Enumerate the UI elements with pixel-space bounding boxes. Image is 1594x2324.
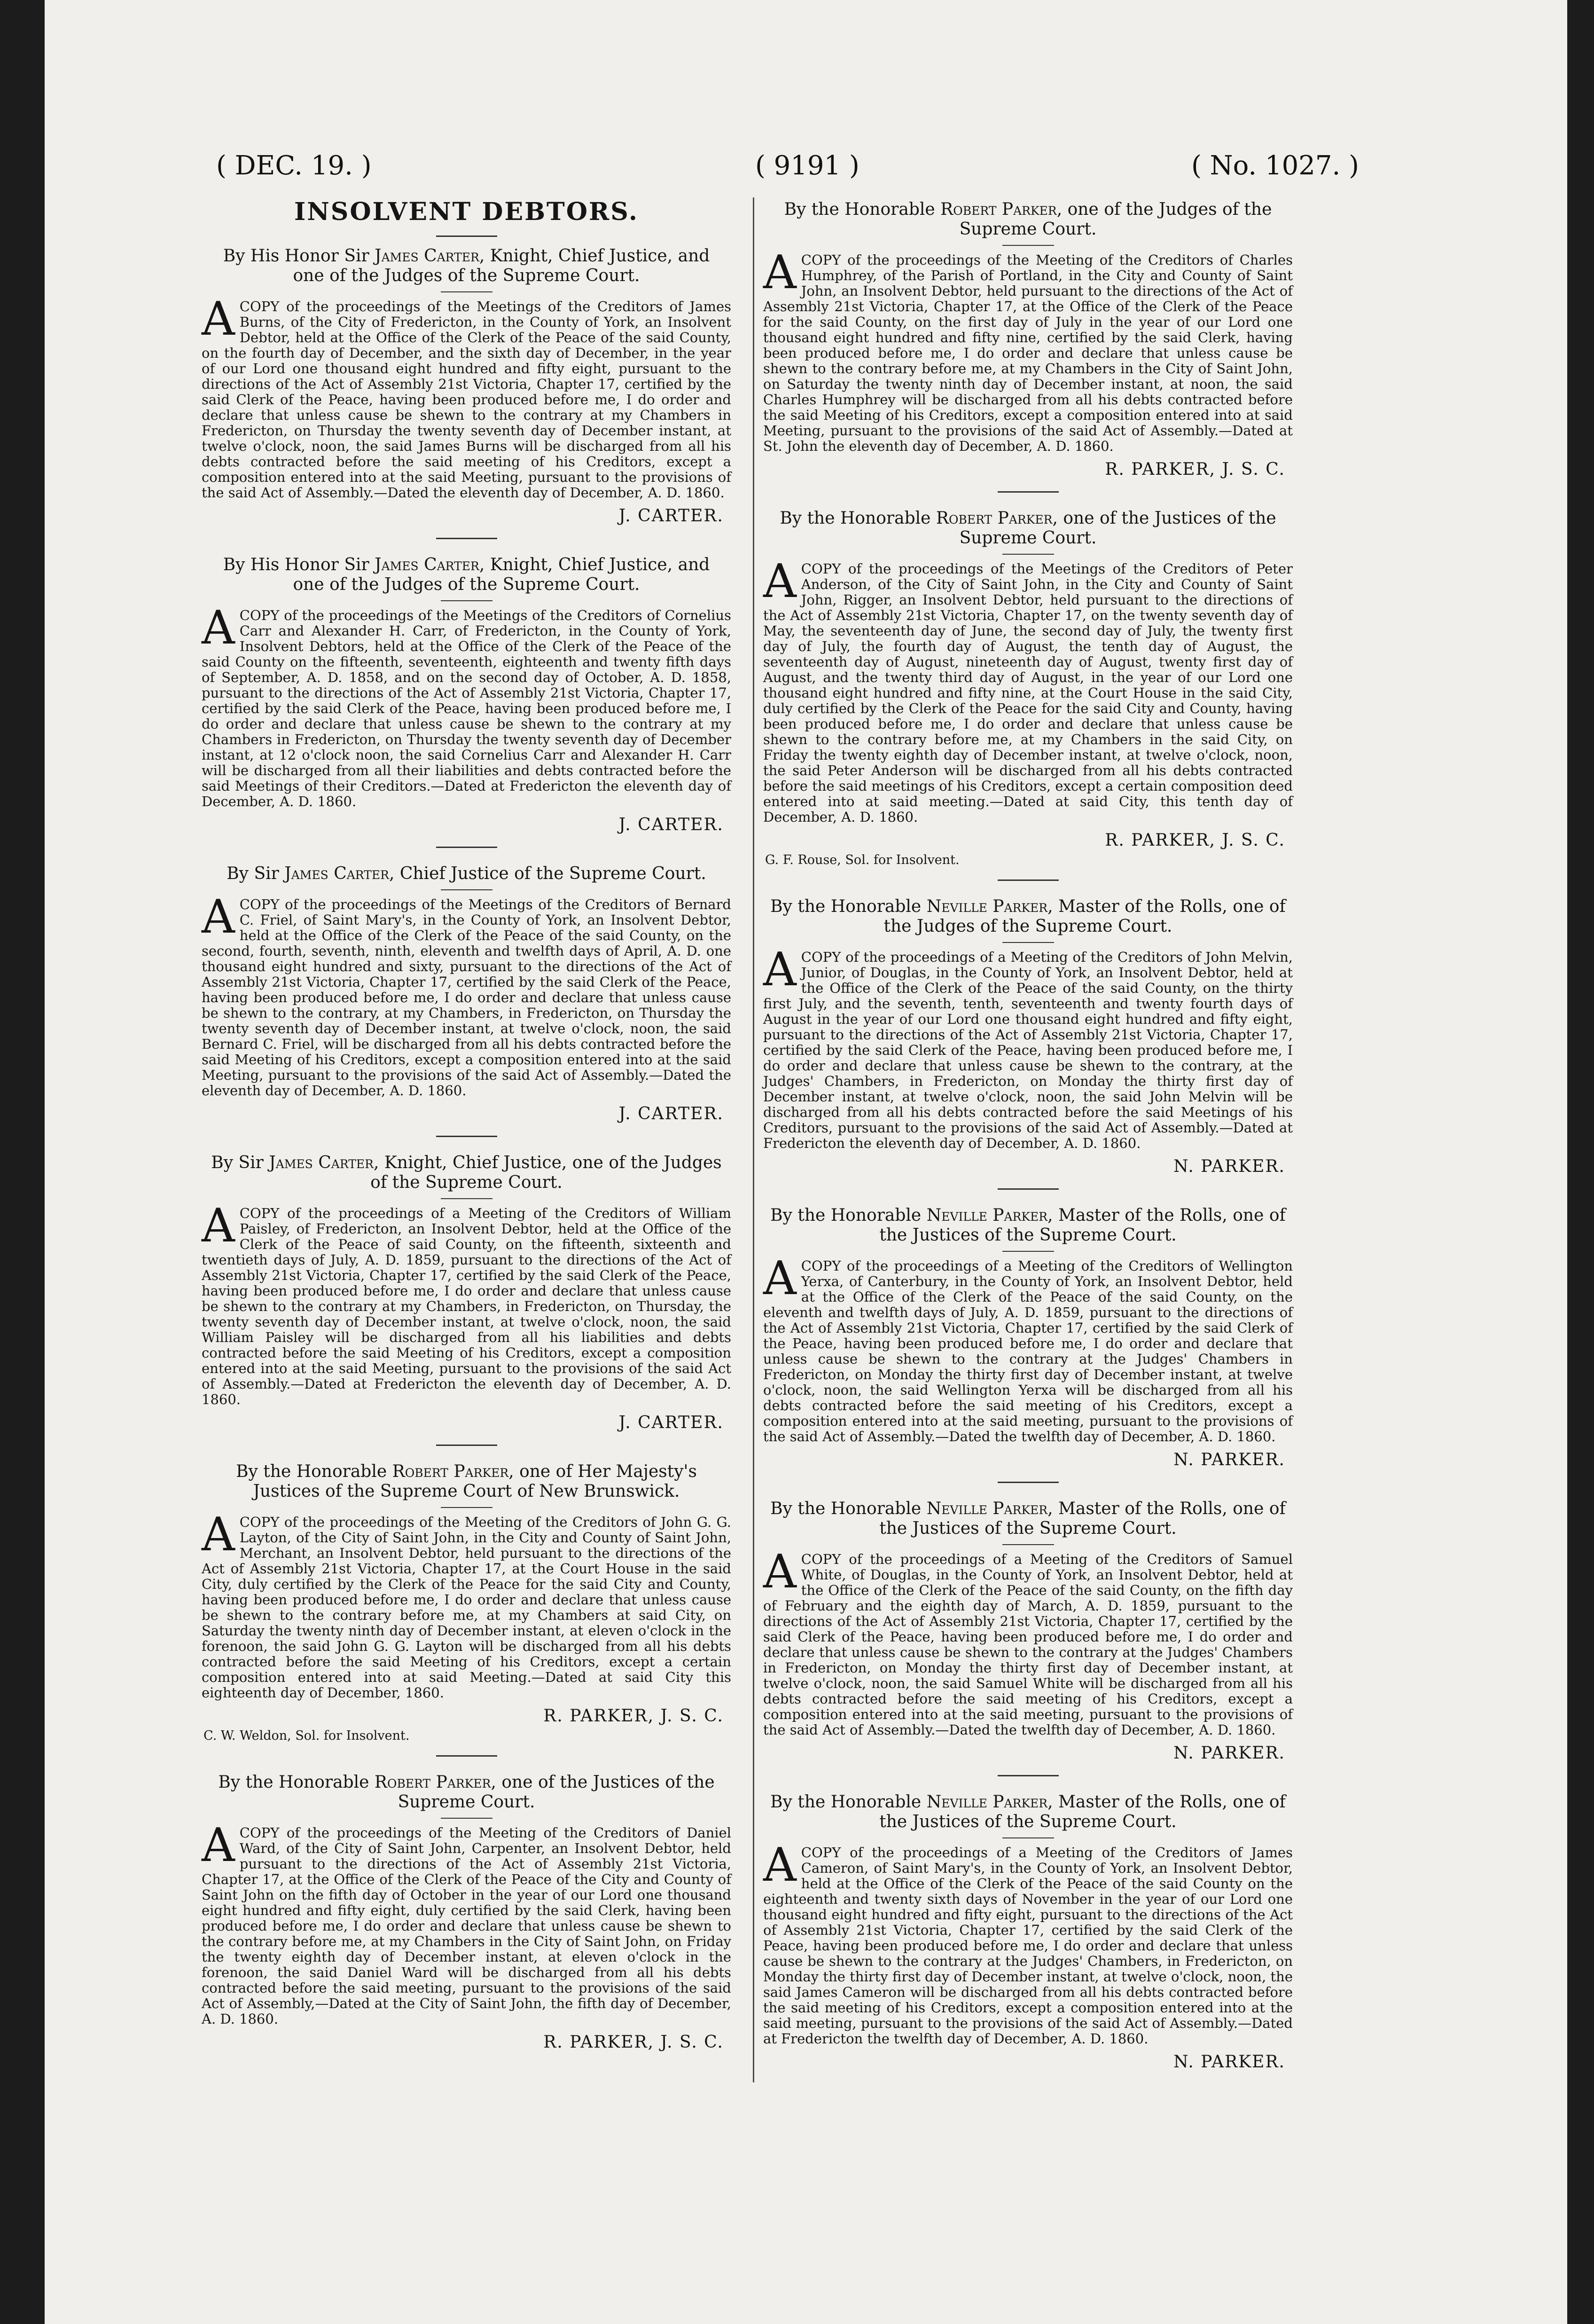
notice-heading [767,1792,1289,1832]
notice-body [200,292,733,501]
insolvency-notice [200,246,733,539]
notice-separator [998,491,1059,493]
column-divider [753,197,754,2082]
notice-heading [767,1499,1289,1539]
heading-suffix: , Chief Justice of the Supreme Court. [389,864,706,883]
notice-body [761,1545,1295,1738]
drop-cap: A [763,555,797,608]
drop-cap: A [763,246,797,299]
heading-prefix: By Sir [227,864,285,883]
heading-rule [1002,554,1054,555]
notice-separator [436,847,497,848]
notice-body [761,555,1295,825]
heading-prefix: By the Honorable [218,1773,375,1792]
insolvency-notice [761,1499,1295,1776]
heading-rule [1002,942,1054,943]
notice-body [761,1252,1295,1445]
heading-suffix: , one of the Justices of the Supreme Court. [398,1773,715,1812]
heading-suffix: , Master of the Rolls, one of the Justices of the Supreme Court. [879,1792,1286,1831]
heading-suffix: , Knight, Chief Justice, and one of the Judges of the Supreme Court. [293,555,710,594]
heading-suffix: , Master of the Rolls, one of the Justices of the Supreme Court. [879,1499,1286,1538]
heading-rule [1002,245,1054,246]
issue-number: ( No. 1027. ) [1191,150,1359,181]
notice-body [200,1508,733,1701]
judge-signature: N. PARKER. [1173,1743,1285,1763]
notice-text: COPY of the proceedings of the Meetings of the Creditors of Bernard C. Friel, of Saint Mary's, in the County of York, an Insolvent Debtor, held at the Office of the Clerk of the Peace of the said County, on the second, fourth, seventh, ninth, eleventh and twelfth days of April, A. D. one thousand eight hundred and sixty, pursuant to the directions of the Act of Assembly 21st Victoria, Chapter 17, certified by the said Clerk of the Peace, having been produced before me, I do order and declare that unless cause be shewn to the contrary, at my Chambers, in Fredericton, on Thursday the twenty seventh day of December instant, at twelve o'clock, noon, the said Bernard C. Friel, will be discharged from all his debts contracted before the said Meeting of his Creditors, except a composition entered into at the said Meeting, pursuant to the provisions of the said Act of Assembly.—Dated the eleventh day of December, A. D. 1860. [202,896,731,1099]
judge-name: James Carter [375,555,479,574]
heading-suffix: , one of the Judges of the Supreme Court. [959,200,1272,239]
notice-heading [205,864,727,884]
section-title: INSOLVENT DEBTORS. [294,197,639,226]
judge-signature: N. PARKER. [1173,1450,1285,1469]
insolvency-notice [200,1462,733,1757]
judge-name: Robert Parker [392,1462,509,1481]
heading-suffix: , one of the Justices of the Supreme Court. [959,509,1276,548]
drop-cap: A [202,292,235,346]
notice-text: COPY of the proceedings of a Meeting of the Creditors of Wellington Yerxa, of Canterbury, in the County of York, an Insolvent Debtor, held at the Office of the Clerk of the Peace of the said County, on the eleventh and twelfth days of July, A. D. 1859, pursuant to the directions of the Act of Assembly 21st Victoria, Chapter 17, certified by the said Clerk of the Peace, having been produced before me, I do order and declare that unless cause be shewn to the contrary at the Judges' Chambers in Fredericton, on Monday the thirty first day of December instant, at twelve o'clock, noon, the said Wellington Yerxa will be discharged from all his debts contracted before the said meeting of his Creditors, except a composition entered into at the said meeting, pursuant to the provisions of the said Act of Assembly.—Dated the twelfth day of December, A. D. 1860. [763,1258,1293,1445]
drop-cap: A [763,1252,797,1305]
drop-cap: A [202,1199,235,1253]
judge-signature: J. CARTER. [618,1104,724,1123]
drop-cap: A [763,943,797,997]
judge-signature: N. PARKER. [1173,1157,1285,1176]
heading-rule [441,1198,492,1199]
judge-name: Robert Parker [940,200,1057,219]
heading-suffix: , Knight, Chief Justice, and one of the Judges of the Supreme Court. [293,246,710,285]
heading-rule [441,600,492,601]
heading-prefix: By the Honorable [770,1499,927,1518]
judge-signature: R. PARKER, J. S. C. [1105,460,1285,479]
heading-prefix: By the Honorable [770,897,927,916]
heading-rule [1002,1837,1054,1838]
heading-rule [441,291,492,292]
notice-text: COPY of the proceedings of a Meeting of the Creditors of Samuel White, of Douglas, in the County of York, an Insolvent Debtor, held at the Office of the Clerk of the Peace of the said County, on the fifth day of February and the eighth day of March, A. D. 1859, pursuant to the directions of the Act of Assembly 21st Victoria, Chapter 17, certified by the said Clerk of the Peace, having been produced before me, I do order and declare that unless cause be shewn to the contrary at the Judges' Chambers in Fredericton, on Monday the thirty first day of December instant, at twelve o'clock, noon, the said Samuel White will be discharged from all his debts contracted before the said meeting of his Creditors, except a composition entered into at the said meeting, pursuant to the provisions of the said Act of Assembly.—Dated the twelfth day of December, A. D. 1860. [763,1551,1293,1738]
notice-separator [436,1445,497,1446]
newspaper-page [45,0,1567,2324]
notice-text: COPY of the proceedings of the Meetings of the Creditors of Cornelius Carr and Alexander H. Carr, of Fredericton, in the County of York, Insolvent Debtors, held at the Office of the Clerk of the Peace of the said County on the fifteenth, seventeenth, eighteenth and twenty fifth days of September, A. D. 1858, and on the second day of October, A. D. 1858, pursuant to the directions of the Act of Assembly 21st Victoria, Chapter 17, certified by the said Clerk of the Peace, having been produced before me, I do order and declare that unless cause be shewn to the contrary at my Chambers in Fredericton, on Thursday the twenty seventh day of December instant, at 12 o'clock noon, the said Cornelius Carr and Alexander H. Carr will be discharged from all their liabilities and debts contracted before the said Meetings of their Creditors.—Dated at Fredericton the eleventh day of December, A. D. 1860. [202,607,731,809]
issue-date: ( DEC. 19. ) [216,150,372,181]
notice-text: COPY of the proceedings of the Meeting of the Creditors of John G. G. Layton, of the City of Saint John, in the City and County of Saint John, Merchant, an Insolvent Debtor, held pursuant to the directions of the Act of Assembly 21st Victoria, Chapter 17, at the Court House in the said City, duly certified by the Clerk of the Peace for the said City and County, having been produced before me, I do order and declare that unless cause be shewn to the contrary before me, at my Chambers at said City, on Saturday the twenty ninth day of December instant, at eleven o'clock in the forenoon, the said John G. G. Layton will be discharged from all his debts contracted before the said Meeting of his Creditors, except a certain composition entered into at said Meeting.—Dated at said City this eighteenth day of December, 1860. [202,1514,731,1701]
heading-prefix: By the Honorable [784,200,941,219]
heading-prefix: By the Honorable [236,1462,392,1481]
notice-text: COPY of the proceedings of the Meeting of the Creditors of Charles Humphrey, of the Parish of Portland, in the City and County of Saint John, an Insolvent Debtor, held pursuant to the directions of the Act of Assembly 21st Victoria, Chapter 17, at the Office of the Clerk of the Peace for the said County, on the first day of July in the year of our Lord one thousand eight hundred and fifty nine, certified by the said Clerk, having been produced before me, I do order and declare that unless cause be shewn to the contrary before me, at my Chambers in the City of Saint John, on Saturday the twenty ninth day of December instant, at noon, the said Charles Humphrey will be discharged from all his debts contracted before the said Meeting of his Creditors, except a composition entered into at said Meeting, pursuant to the provisions of the said Act of Assembly.—Dated at St. John the eleventh day of December, A. D. 1860. [763,252,1293,454]
judge-name: Neville Parker [926,897,1048,916]
notice-separator [436,1755,497,1757]
heading-rule [1002,1544,1054,1545]
drop-cap: A [763,1545,797,1599]
heading-prefix: By His Honor Sir [223,555,375,574]
insolvency-notice [200,1153,733,1446]
notice-heading [205,246,727,286]
drop-cap: A [202,601,235,655]
notice-body [200,1199,733,1407]
drop-cap: A [763,1838,797,1892]
notice-text: COPY of the proceedings of the Meeting of the Creditors of Daniel Ward, of the City of Saint John, Carpenter, an Insolvent Debtor, held pursuant to the directions of the Act of Assembly 21st Victoria, Chapter 17, at the Office of the Clerk of the Peace of the City and County of Saint John on the fifth day of October in the year of our Lord one thousand eight hundred and fifty eight, duly certified by the said Clerk, having been produced before me, I do order and declare that unless cause be shewn to the contrary before me, at my Chambers in the City of Saint John, on Friday the twenty eighth day of December instant, at eleven o'clock in the forenoon, the said Daniel Ward will be discharged from all his debts contracted before the said meeting, pursuant to the provisions of the said Act of Assembly,—Dated at the City of Saint John, the fifth day of December, A. D. 1860. [202,1825,731,2027]
notice-separator [998,1482,1059,1483]
drop-cap: A [202,890,235,944]
notice-heading [767,1206,1289,1245]
heading-prefix: By Sir [211,1153,269,1172]
judge-name: Neville Parker [926,1206,1048,1225]
insolvency-notice [761,1792,1295,2072]
judge-signature: R. PARKER, J. S. C. [543,1706,724,1726]
notice-body [761,246,1295,454]
insolvency-notice [200,1773,733,2052]
insolvency-notice [761,1206,1295,1483]
heading-prefix: By the Honorable [770,1792,927,1812]
judge-name: Robert Parker [374,1773,491,1792]
notice-separator [436,538,497,539]
judge-name: James Carter [269,1153,374,1172]
right-column [761,200,1295,2088]
notice-text: COPY of the proceedings of a Meeting of the Creditors of John Melvin, Junior, of Douglas, in the County of York, an Insolvent Debtor, held at the Office of the Clerk of the Peace of the said County, on the thirty first July, and the seventh, tenth, seventeenth and twenty fourth days of August in the year of our Lord one thousand eight hundred and fifty eight, pursuant to the directions of the Act of Assembly 21st Victoria, Chapter 17, certified by the said Clerk of the Peace, having been produced before me, I do order and declare that unless cause be shewn to the contrary, at the Judges' Chambers, in Fredericton, on Monday the thirty first day of December instant, at twelve o'clock, noon, the said John Melvin will be discharged from all his debts contracted before the said Meetings of his Creditors, pursuant to the provisions of the said Act of Assembly.—Dated at Fredericton the eleventh day of December, A. D. 1860. [763,949,1293,1151]
notice-text: COPY of the proceedings of the Meetings of the Creditors of Peter Anderson, of the City of Saint John, in the City and County of Saint John, Rigger, an Insolvent Debtor, held pursuant to the directions of the Act of Assembly 21st Victoria, Chapter 17, on the twenty seventh day of May, the seventeenth day of June, the second day of July, the twenty first day of July, the fourth day of August, the tenth day of August, the seventeenth day of August, nineteenth day of August, twenty first day of August, and the twenty third day of August, in the year of our Lord one thousand eight hundred and fifty nine, at the Court House in the said City, duly certified by the Clerk of the Peace for the said City and County, having been produced before me, I do order and declare that unless cause be shewn to the contrary before me, at my Chambers in the said City, on Friday the twenty eighth day of December instant, at twelve o'clock, noon, the said Peter Anderson will be discharged from all his debts contracted before the said meetings of his Creditors, except a certain composition deed entered into at said meeting.—Dated at said City, this tenth day of December, A. D. 1860. [763,561,1293,825]
judge-name: Neville Parker [926,1499,1048,1518]
notice-text: COPY of the proceedings of a Meeting of the Creditors of James Cameron, of Saint Mary's, in the County of York, an Insolvent Debtor, held at the Office of the Clerk of the Peace of the said County on the eighteenth and twenty sixth days of November in the year of our Lord one thousand eight hundred and fifty eight, pursuant to the directions of the Act of Assembly 21st Victoria, Chapter 17, certified by the said Clerk of the Peace, having been produced before me, I do order and declare that unless cause be shewn to the contrary at the Judges' Chambers, in Fredericton, on Monday the thirty first day of December instant, at twelve o'clock, noon, the said James Cameron will be discharged from all his debts contracted before the said meeting of his Creditors, except a composition entered into at the said meeting, pursuant to the provisions of the said Act of Assembly.—Dated at Fredericton the twelfth day of December, A. D. 1860. [763,1845,1293,2047]
solicitor-line: C. W. Weldon, Sol. for Insolvent. [203,1728,410,1743]
notice-heading [205,1462,727,1501]
insolvency-notice [200,864,733,1137]
notice-body [200,601,733,809]
left-column [200,197,733,2068]
page-number: ( 9191 ) [755,150,860,181]
judge-name: James Carter [375,246,479,266]
notice-body [761,943,1295,1151]
notice-separator [998,1188,1059,1190]
notice-body [761,1838,1295,2047]
notice-separator [998,879,1059,881]
heading-rule [441,889,492,890]
heading-suffix: , Master of the Rolls, one of the Justices of the Supreme Court. [879,1206,1286,1245]
title-rule [436,236,497,237]
insolvency-notice [761,200,1295,493]
judge-signature: J. CARTER. [618,1413,724,1432]
heading-suffix: , Knight, Chief Justice, one of the Judges of the Supreme Court. [370,1153,722,1192]
judge-signature: R. PARKER, J. S. C. [1105,831,1285,850]
judge-name: James Carter [284,864,389,883]
heading-prefix: By the Honorable [770,1206,927,1225]
judge-signature: J. CARTER. [618,506,724,526]
notice-heading [205,1773,727,1812]
notice-heading [767,200,1289,239]
notice-body [200,1819,733,2027]
notice-text: COPY of the proceedings of the Meetings of the Creditors of James Burns, of the City of Fredericton, in the County of York, an Insolvent Debtor, held at the Office of the Clerk of the Peace of the said County, on the fourth day of December, and the sixth day of December, in the year of our Lord one thousand eight hundred and fifty eight, pursuant to the directions of the Act of Assembly 21st Victoria, Chapter 17, certified by the said Clerk of the Peace, having been produced before me, I do order and declare that unless cause be shewn to the contrary at my Chambers in Fredericton, on Thursday the twenty seventh day of December instant, at twelve o'clock, noon, the said James Burns will be discharged from all his debts contracted before the said meeting of his Creditors, except a composition entered into at the said Meeting, pursuant to the provisions of the said Act of Assembly.—Dated the eleventh day of December, A. D. 1860. [202,298,731,501]
notice-body [200,890,733,1099]
notice-heading [205,1153,727,1193]
judge-name: Neville Parker [926,1792,1048,1812]
judge-signature: R. PARKER, J. S. C. [543,2033,724,2052]
heading-prefix: By His Honor Sir [223,246,375,266]
insolvency-notice [200,555,733,848]
judge-name: Robert Parker [936,509,1053,528]
heading-suffix: , Master of the Rolls, one of the Judges of the Supreme Court. [883,897,1286,936]
insolvency-notice [761,509,1295,881]
judge-signature: J. CARTER. [618,815,724,834]
heading-rule [441,1507,492,1508]
heading-suffix: , one of Her Majesty's Justices of the Supreme Court of New Brunswick. [253,1462,697,1501]
heading-prefix: By the Honorable [780,509,936,528]
notice-separator [436,1136,497,1137]
heading-rule [441,1818,492,1819]
judge-signature: N. PARKER. [1173,2052,1285,2072]
notice-text: COPY of the proceedings of a Meeting of the Creditors of William Paisley, of Fredericton, an Insolvent Debtor, held at the Office of the Clerk of the Peace of said County, on the fifteenth, sixteenth and twentieth days of July, A. D. 1859, pursuant to the directions of the Act of Assembly 21st Victoria, Chapter 17, certified by the said Clerk of the Peace, having been produced before me, I do order and declare that unless cause be shewn to the contrary at my Chambers, in Fredericton, on Thursday, the twenty seventh day of December instant, at twelve o'clock, noon, the said William Paisley will be discharged from all his liabilities and debts contracted before the said Meeting of his Creditors, except a composition entered into at the said Meeting, pursuant to the provisions of the said Act of Assembly.—Dated at Fredericton the eleventh day of December, A. D. 1860. [202,1205,731,1407]
drop-cap: A [202,1819,235,1872]
notice-heading [205,555,727,595]
solicitor-line: G. F. Rouse, Sol. for Insolvent. [765,853,960,867]
notice-heading [767,897,1289,936]
heading-rule [1002,1251,1054,1252]
notice-heading [767,509,1289,548]
insolvency-notice [761,897,1295,1190]
notice-separator [998,1775,1059,1776]
drop-cap: A [202,1508,235,1562]
